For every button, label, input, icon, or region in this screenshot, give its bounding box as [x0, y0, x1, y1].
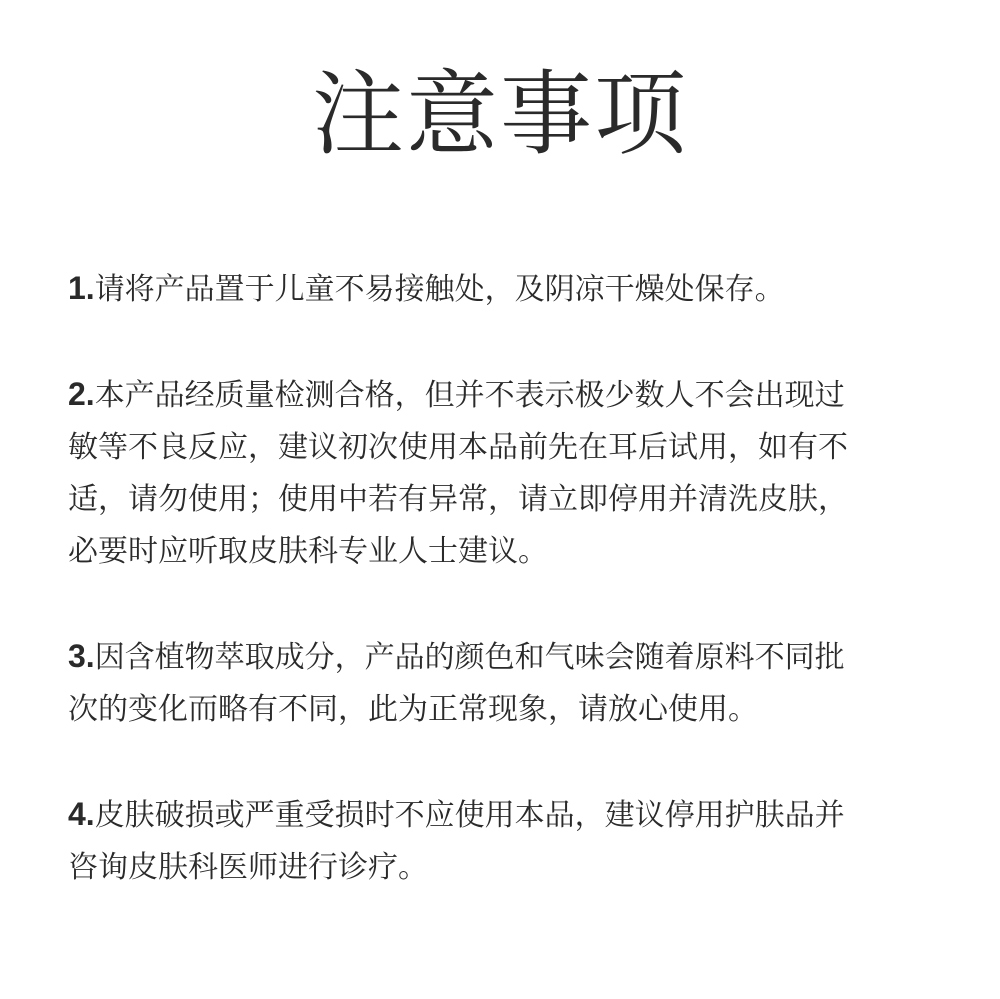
note-text: 本产品经质量检测合格，但并不表示极少数人不会出现过 [94, 378, 845, 413]
note-line: 适，请勿使用；使用中若有异常，请立即停用并清洗皮肤， [68, 482, 848, 517]
note-text: 因含植物萃取成分，产品的颜色和气味会随着原料不同批 [94, 640, 845, 675]
note-number: 2. [68, 376, 95, 412]
note-text: 皮肤破损或严重受损时不应使用本品，建议停用护肤品并 [94, 798, 845, 833]
note-number: 3. [68, 638, 95, 674]
note-line: 必要时应听取皮肤科专业人士建议。 [68, 534, 548, 569]
note-line: 次的变化而略有不同，此为正常现象，请放心使用。 [68, 692, 758, 727]
note-line: 咨询皮肤科医师进行诊疗。 [68, 850, 428, 885]
note-line [68, 262, 948, 316]
note-line: 敏等不良反应，建议初次使用本品前先在耳后试用，如有不 [68, 430, 848, 465]
note-number: 1. [68, 270, 95, 306]
note-item-2 [68, 368, 948, 578]
note-item-1 [68, 262, 948, 316]
page-title: 注意事项 [311, 61, 688, 168]
note-item-3 [68, 630, 948, 736]
note-item-4 [68, 788, 948, 894]
note-text: 请将产品置于儿童不易接触处，及阴凉干燥处保存。 [94, 272, 785, 307]
note-number: 4. [68, 796, 95, 832]
note-line [68, 788, 948, 842]
note-line [68, 630, 948, 684]
notes-list [68, 262, 948, 894]
note-line [68, 368, 948, 422]
